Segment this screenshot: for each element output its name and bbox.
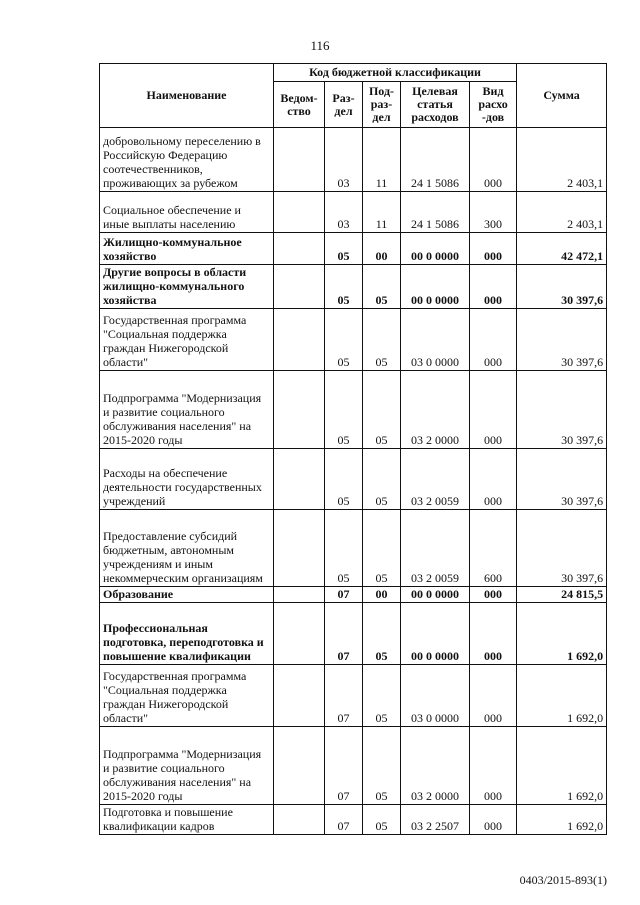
cell-ved [274, 449, 325, 510]
cell-ved [274, 510, 325, 587]
table-row [100, 371, 607, 449]
cell-summa: 1 692,0 [517, 603, 607, 665]
table-row [100, 233, 607, 265]
cell-summa: 30 397,6 [517, 265, 607, 309]
cell-ved [274, 603, 325, 665]
table-row [100, 265, 607, 309]
cell-celevaya: 03 2 0000 [401, 371, 470, 449]
cell-razdel: 03 [325, 192, 363, 233]
cell-vid: 000 [470, 727, 517, 805]
cell-name: добровольному переселению в Российскую Федерацию соотечественников, проживающих за рубежом [100, 128, 274, 192]
cell-razdel: 05 [325, 510, 363, 587]
cell-razdel: 07 [325, 603, 363, 665]
cell-podrazdel: 05 [363, 371, 401, 449]
cell-razdel: 05 [325, 233, 363, 265]
cell-celevaya: 03 2 0059 [401, 449, 470, 510]
cell-summa: 30 397,6 [517, 510, 607, 587]
cell-vid: 000 [470, 128, 517, 192]
cell-summa: 30 397,6 [517, 371, 607, 449]
cell-podrazdel: 00 [363, 233, 401, 265]
cell-vid: 000 [470, 587, 517, 603]
cell-celevaya: 00 0 0000 [401, 603, 470, 665]
header-name: Наименование [100, 64, 274, 128]
header-celevaya: Целевая статья расходов [401, 82, 470, 128]
cell-vid: 000 [470, 233, 517, 265]
cell-name: Другие вопросы в области жилищно-коммунального хозяйства [100, 265, 274, 309]
header-razdel: Раз-дел [325, 82, 363, 128]
header-podrazdel: Под-раз-дел [363, 82, 401, 128]
cell-name: Социальное обеспечение и иные выплаты населению [100, 192, 274, 233]
cell-celevaya: 00 0 0000 [401, 265, 470, 309]
cell-podrazdel: 00 [363, 587, 401, 603]
cell-celevaya: 00 0 0000 [401, 233, 470, 265]
cell-summa: 2 403,1 [517, 192, 607, 233]
table-row [100, 449, 607, 510]
table-row [100, 727, 607, 805]
header-vedomstvo: Ведом-ство [274, 82, 325, 128]
cell-vid: 000 [470, 309, 517, 371]
header-vid: Вид расхо -дов [470, 82, 517, 128]
table-body [100, 128, 607, 835]
cell-summa: 24 815,5 [517, 587, 607, 603]
cell-name: Подготовка и повышение квалификации кадров [100, 805, 274, 835]
cell-vid: 000 [470, 449, 517, 510]
cell-razdel: 07 [325, 665, 363, 727]
cell-razdel: 05 [325, 309, 363, 371]
cell-ved [274, 587, 325, 603]
cell-summa: 42 472,1 [517, 233, 607, 265]
cell-ved [274, 665, 325, 727]
page-number: 116 [310, 38, 330, 53]
cell-ved [274, 309, 325, 371]
cell-summa: 2 403,1 [517, 128, 607, 192]
cell-vid: 600 [470, 510, 517, 587]
table-row [100, 510, 607, 587]
cell-ved [274, 192, 325, 233]
cell-celevaya: 24 1 5086 [401, 192, 470, 233]
cell-summa: 30 397,6 [517, 309, 607, 371]
table-row [100, 587, 607, 603]
cell-summa: 1 692,0 [517, 805, 607, 835]
cell-podrazdel: 05 [363, 510, 401, 587]
cell-razdel: 07 [325, 727, 363, 805]
cell-celevaya: 03 0 0000 [401, 309, 470, 371]
cell-name: Расходы на обеспечение деятельности государственных учреждений [100, 449, 274, 510]
cell-razdel: 05 [325, 449, 363, 510]
cell-razdel: 07 [325, 805, 363, 835]
header-code-group: Код бюджетной классификации [274, 64, 517, 82]
cell-podrazdel: 11 [363, 192, 401, 233]
cell-podrazdel: 05 [363, 805, 401, 835]
cell-vid: 000 [470, 665, 517, 727]
cell-name: Образование [100, 587, 274, 603]
cell-celevaya: 03 2 2507 [401, 805, 470, 835]
cell-summa: 1 692,0 [517, 665, 607, 727]
cell-summa: 1 692,0 [517, 727, 607, 805]
cell-podrazdel: 05 [363, 265, 401, 309]
cell-vid: 000 [470, 265, 517, 309]
cell-podrazdel: 05 [363, 309, 401, 371]
cell-vid: 000 [470, 805, 517, 835]
cell-ved [274, 727, 325, 805]
cell-ved [274, 233, 325, 265]
cell-celevaya: 03 2 0059 [401, 510, 470, 587]
cell-summa: 30 397,6 [517, 449, 607, 510]
cell-celevaya: 03 2 0000 [401, 727, 470, 805]
cell-ved [274, 805, 325, 835]
cell-name: Предоставление субсидий бюджетным, автономным учреждениям и иным некоммерческим организациям [100, 510, 274, 587]
cell-vid: 000 [470, 603, 517, 665]
document-footer-code: 0403/2015-893(1) [519, 873, 607, 887]
cell-vid: 300 [470, 192, 517, 233]
table-row [100, 665, 607, 727]
table-row [100, 192, 607, 233]
table-row [100, 603, 607, 665]
cell-ved [274, 265, 325, 309]
cell-name: Жилищно-коммунальное хозяйство [100, 233, 274, 265]
cell-ved [274, 371, 325, 449]
cell-podrazdel: 05 [363, 665, 401, 727]
cell-celevaya: 24 1 5086 [401, 128, 470, 192]
budget-table [99, 63, 607, 835]
cell-vid: 000 [470, 371, 517, 449]
table-row [100, 309, 607, 371]
cell-razdel: 07 [325, 587, 363, 603]
cell-razdel: 05 [325, 265, 363, 309]
cell-podrazdel: 05 [363, 603, 401, 665]
cell-name: Подпрограмма "Модернизация и развитие социального обслуживания населения" на 2015-2020 годы [100, 727, 274, 805]
cell-razdel: 05 [325, 371, 363, 449]
cell-podrazdel: 05 [363, 449, 401, 510]
cell-razdel: 03 [325, 128, 363, 192]
cell-podrazdel: 11 [363, 128, 401, 192]
cell-celevaya: 03 0 0000 [401, 665, 470, 727]
cell-name: Государственная программа "Социальная поддержка граждан Нижегородской области" [100, 309, 274, 371]
cell-name: Государственная программа "Социальная поддержка граждан Нижегородской области" [100, 665, 274, 727]
table-row [100, 128, 607, 192]
cell-ved [274, 128, 325, 192]
cell-celevaya: 00 0 0000 [401, 587, 470, 603]
table-row [100, 805, 607, 835]
cell-name: Профессиональная подготовка, переподготовка и повышение квалификации [100, 603, 274, 665]
cell-name: Подпрограмма "Модернизация и развитие социального обслуживания населения" на 2015-2020 годы [100, 371, 274, 449]
header-summa: Сумма [517, 64, 607, 128]
cell-podrazdel: 05 [363, 727, 401, 805]
